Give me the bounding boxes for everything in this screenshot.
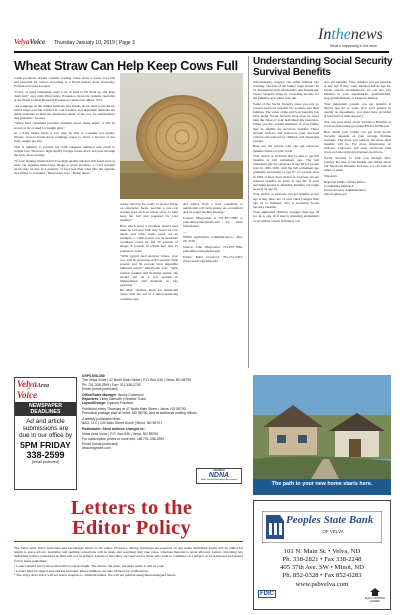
ss-signoff-line: Community Outreach [324,183,354,188]
bank-subtitle: OF VELVA [322,529,344,534]
bank-logo [262,511,382,543]
letters-header [20,498,243,538]
wheat-paragraph: Editor: Ellen Crawford, 701-231-5391, ellen.crawford@ndsu.edu [183,254,243,263]
wheat-column-1 [14,76,115,177]
wheat-paragraph: and advice from a feed consultant or nutritionist will help ensure an economical and on-target feeding strategy." [183,202,243,215]
ss-column-2 [324,80,391,196]
header-rule [14,51,389,53]
real-estate-photo-ad [253,375,391,495]
column-divider [248,56,249,368]
masthead-line: Ph: 701-338-2599 | Fax: 701-338-2755 [82,382,141,387]
masthead-owner: BAG, LLC | 109 Main Street South | Minot, ND 58701 [82,421,162,426]
ss-headline-line: Survival Benefits [253,67,331,78]
usps-number: USPS 658-350 [82,374,105,378]
masthead-email: Email: [email protected] [82,386,118,391]
wheat-column-2 [120,202,178,302]
wheat-paragraph: "Cows, or large ruminants, need a lot of feed to fill them up and keep them full," says John Dhuyvetter, Extension livestock systems specialist at the North Central Research Extension Center near Minot, N.D. [14,89,115,102]
ss-paragraph: Here are the people who can get survivors benefits based on your work: [253,144,319,153]
ad-email: [email protected] [32,459,59,464]
letters-guideline: • Letters must be signed and address included. Phone numbers are also advised for verifications. [14,568,149,573]
masthead-periodical: Periodical postage paid at Velva, ND 58790, and at additional mailing offices. [82,411,198,416]
wheat-paragraph: At a daily intake basis, a cow may be able to consume low-quality fibrous, slow-to-break-down roughage equal to about 2 percent of her body weight per day. [14,131,115,144]
section-tagline: What's happening in the area [330,44,377,48]
letters-title-line: Letters to the [70,497,193,519]
hay-bale-photo [120,73,243,199]
masthead-line: The Velya Voice | 47 North Main Street | P.O. Box 636 | Velva, ND 58790 [82,378,192,383]
wheat-paragraph: "As roughage in the rumen ferments and breaks down, heat is produced, which helps provide comfort in cold weather, and digestible nutrients are made available to meet the nutritional needs of the cow for maintenance and gestation," he says. [14,103,115,120]
wheat-divider-text: --- [183,229,187,234]
ss-signoff-line: Regional Public Affairs Office [324,179,366,184]
wheat-paragraph: "When feed consumed provides nutrients above these needs, it will be stored as fat or used for weight gain." [14,121,115,130]
house-icon [370,588,380,596]
wheat-paragraph: Contact Dhuyvetter at 701-857-7682 or john.dhuyvetter@ndsu.edu for more information. [183,215,243,228]
ss-signoff-line: Social Security Administration [324,187,366,192]
wheat-paragraph: essary and way too costly to fee her fill up on expensive feeds, provide a low-cost residue feed such as wheat straw to help keep her full and prepared for cold weather." [120,202,178,223]
wheat-paragraph: Source: John Dhuyvetter, 701-857-7682, john.dhuyvetter@ndsu.edu [183,244,243,253]
ad-logo: VelyaArea Voice [15,378,76,399]
member-org: NDNA [208,472,230,479]
ss-paragraph: Unfortunately, tragedy can strike without any warning. The loss of the family wage earner can be devastating both emotionally and financially. Social Security helps by providing income for the families of workers who die. [253,80,319,101]
deadlines-banner: NEWSPAPER DEADLINES [15,402,76,416]
fdic-badge: FDIC [260,591,274,597]
bank-website[interactable]: www.psbvelva.com [295,581,349,588]
masthead-postmaster-address: Velva Area Voice | P.O. Box 636 | Velva, ND 58790 [82,431,159,436]
masthead-item: Layout/Design: Dyanna Frantson [82,401,134,406]
bank-contact-lines [253,548,391,589]
photo-ad-caption: The path to your new home starts here. [271,481,373,487]
wheat-paragraph: NDSU Agriculture Communication - Dec. 26, 2018 [183,235,243,244]
ss-paragraph: Your widow or widower can get benefits at any age if they take care of your child younger than age 16 or disabled, who is receiving Social Security benefits. [253,192,319,209]
masthead-item: Reporters: Libby Dannath | Heather Tudor [82,396,147,401]
ss-paragraph: Your dependent parents can get benefits if they're age 62 or older. (For your parents to qualify as dependents, you must have provided at least half of their support.) [324,101,391,119]
ss-paragraph: Social Security is with you through life's journey. Be sure to tell friends and family about our Survivors Benefits and how we can help in times of need. [324,155,391,172]
masthead-postmaster: Postmaster: Send address changes to: [82,427,145,432]
masthead-weekly: A weekly publication from: [82,417,122,422]
social-security-headline [253,56,393,78]
member-sub: North Dakota Newspaper Association [200,479,238,481]
ss-paragraph: You can read more about Survivors Benefits at www.socialsecurity.gov/pubs/EN-05-10084.pdf. [324,119,391,128]
equal-housing-badge [364,588,386,603]
letters-paragraph: The Velya Area Voice welcomes and encourages letters to the editor. However, editing privileges are reserved on any items submitted. Items will be edited for length to space allows. Grammar and spelling corrections will be made and rewriting may take place. Libelous material is never allowed. Letters criticizing any individual will be considered as libel will not be printed. Letters to the editor are reserved for those who want to comment on a subject of local interest and should follow these guidelines: [14,546,243,563]
ss-paragraph: Your widow or widower may be able to get full benefits at full retirement age. The full retirement age for survivors is age 66 for people born in 1945-1956, with the full retirement age gradually increasing to age 67 for people born in 1962 or later. Your widow or widower can get reduced benefits as early as age 60. If your surviving spouse is disabled, benefits can begin as early as age 50. [253,154,319,191]
bank-address: 405 37th Ave. SW • Minot, ND [280,564,364,571]
ndna-member-badge [196,468,242,484]
ss-paragraph: Your unmarried children, younger than age 18 (or up to age 19 if they're attending elementary or secondary school full time), can [253,210,319,223]
ss-column-1 [253,80,319,224]
equal-housing-label: EQUAL HOUSING LENDER [365,597,385,603]
letters-guideline: • The Velya Area Voice will not honor requests to withhold names. We will not publish anonymous/unsigned letters. [14,572,177,577]
letters-policy-text [14,546,243,577]
masthead-website: www.bagmore.com [82,445,111,450]
ad-deadline-time: 5PM FRIDAY [20,439,71,450]
ss-paragraph: also get benefits. Your children can get benefits at any age if they were disabled before age 22. Under certain circumstances, we can also pay benefits to your stepchildren, grandchildren, step-grandchildren, or adopted children. [324,80,391,101]
wheat-paragraph: He adds: "Testing feeds for nutritional value with the aid of a ration-balancing computer app [120,288,178,301]
letters-rule [14,541,243,542]
bank-phone: Ph. 338-2821 • Fax 338-2248 [282,556,362,563]
velya-voice-logo: VelyaVoice [14,38,46,46]
member-label: MEMBER [213,469,225,472]
masthead-subscription: For subscription prices or more info, call 701-338-2599 [82,437,165,442]
ss-signoff: Sincerely, [324,173,338,178]
ss-paragraph: How much your family can get from Social Security depends on your average lifetime earnings. The more you earned, the more their benefits will be. For more information on widows, widowers, and other survivors, visit www.socialsecurity.gov/planners/survivors. [324,129,391,154]
wheat-paragraph: "With typical feed analysis values, your cow will be receiving an 8.5 percent crude protein and 56 percent total digestible nutrients ration," Dhuyvetter says. "With normal weather and maximal nature, she should put on a few pounds in midgestation and maintain in late gestation." [120,254,178,287]
wheat-paragraph: Cattle producers should consider feeding wheat straw to keep cows full and prepared for winter, according to a North Dakota State University Extension livestock expert. [14,76,115,89]
letters-title-line: Editor Policy [71,517,192,539]
ss-signoff-email: deb.orc@ssa.gov [324,191,348,196]
ad-text: Ad and article submissions are due in our office by [18,418,73,440]
bank-address: 101 N. Main St. • Velva, ND [283,548,361,555]
wheat-paragraph: How much straw a producer should feed must be factored with very based on cow needs and other feeds used. As an example, a 1,400-pound cow in moderate condition could be fed 30 pounds of silage, 8 pounds of alfalfa hay and 15 pounds of straw. [120,223,178,253]
wheat-headline: Wheat Straw Can Help Keep Cows Full [14,59,238,73]
deadline-ad [14,377,77,490]
in-the-news-logo: Inthenews [318,26,383,43]
masthead-published: Published every Thursday at 47 North Main Street • Velva, ND 58790 [82,407,186,412]
masthead-info [82,374,243,450]
masthead-item: Office/Sales Manager: Becky Culverson [82,392,144,397]
page-meta-line: Thursday January 10, 2019 | Page 3 [54,40,135,46]
letters-guideline: • Letters should not be more than 200 words in length. The shorter the letter, the more likely it will be read. [14,564,165,569]
masthead-sub-email: Email: [email protected] [82,441,118,446]
bank-name: Peoples State Bank [286,514,374,526]
ad-phone: 338-2599 [26,449,65,460]
ss-headline-line: Understanding Social Security [253,56,393,67]
wheat-column-3 [183,202,243,264]
wheat-paragraph: "If your feeding situation involves high-quality nutrient-rich feeds such as early cut legumes mixed hay, silage or grain products, a cow's nutrient needs may be met in a quantity of feed less than what fills the appetite and ability to consume," Dhuyvetter says. "Being unnec- [14,158,115,175]
wheat-paragraph: That is unlikely to provide her with adequate nutrition and result in weight loss. However, high-quality forages break down and pass through the body more quickly. [14,144,115,158]
ss-paragraph: Some of the Social Security taxes you pay go toward survivors benefits for workers and their families. The value of the survivors benefits you have under Social Security may even be more than the value of your individual life insurance. When you die, certain members of your family may be eligible for survivors benefits. These include widows and widowers (and divorced widows and widowers), children, and dependent parents. [253,101,319,143]
bank-phone: Ph. 852-0328 • Fax 852-0283 [282,572,362,579]
